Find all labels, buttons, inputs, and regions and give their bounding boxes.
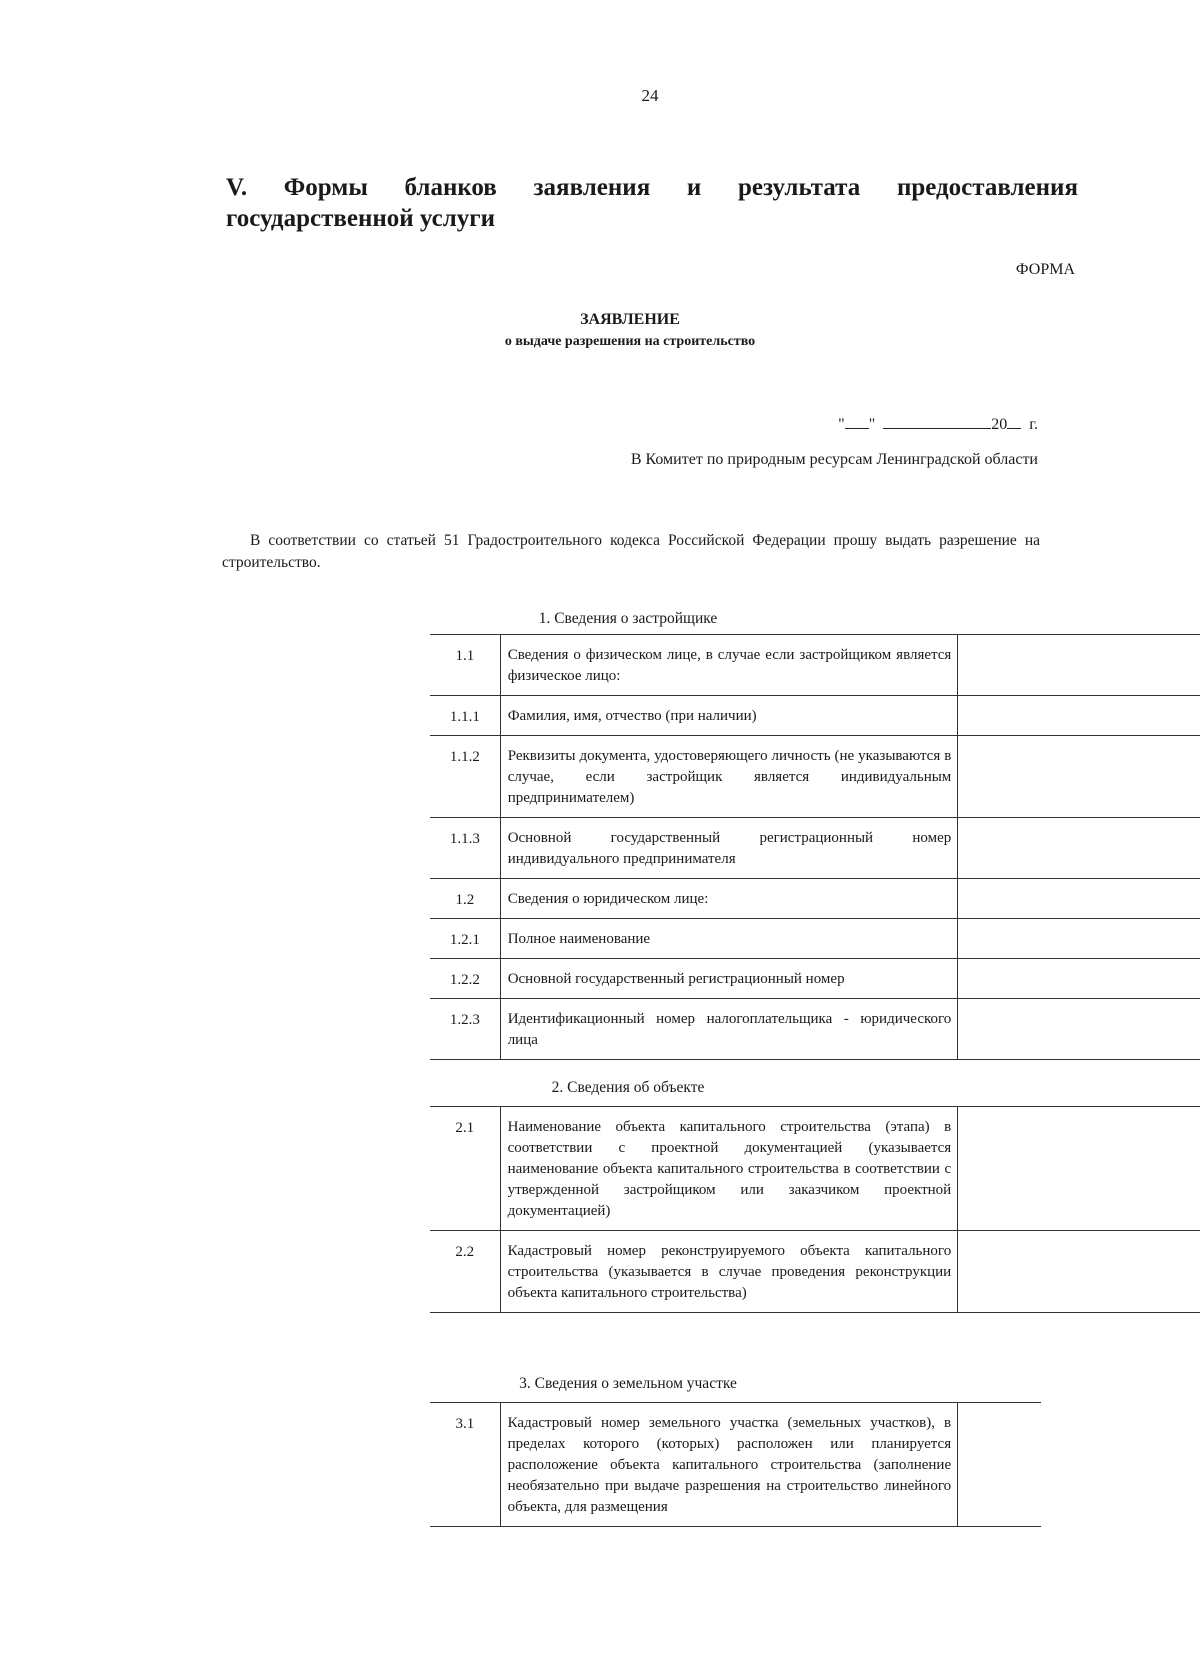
row-label: Основной государственный регистрационный номер индивидуального предпринимателя xyxy=(500,818,958,879)
row-number: 1.1 xyxy=(430,635,500,696)
section-title-word: результата xyxy=(738,174,861,201)
page-number: 24 xyxy=(641,86,659,105)
section-header: 2. Сведения об объекте xyxy=(551,1079,705,1096)
form-label: ФОРМА xyxy=(1015,261,1075,278)
document-title: ЗАЯВЛЕНИЕ xyxy=(580,311,680,328)
intro-paragraph: В соответствии со статьей 51 Градостроительного кодекса Российской Федерации прошу выдать разрешение на строительство. xyxy=(222,532,1040,571)
row-value-field[interactable] xyxy=(958,879,1200,919)
row-value-field[interactable] xyxy=(958,736,1200,818)
table-row xyxy=(430,919,1200,959)
row-label: Кадастровый номер реконструируемого объекта капитального строительства (указывается в случае проведения реконструкции объекта капитального строительства) xyxy=(500,1231,958,1313)
section-title-word: бланков xyxy=(404,174,497,201)
row-value-field[interactable] xyxy=(958,959,1200,999)
month-field[interactable] xyxy=(883,413,991,429)
row-label: Полное наименование xyxy=(500,919,958,959)
section-title-line2: государственной услуги xyxy=(226,205,496,232)
form-section-3 xyxy=(215,1402,1041,1532)
date-quote-close: " xyxy=(868,416,876,433)
row-label: Сведения о юридическом лице: xyxy=(500,879,958,919)
section-title xyxy=(226,172,1078,234)
row-label: Фамилия, имя, отчество (при наличии) xyxy=(500,696,958,736)
table-row xyxy=(430,1107,1200,1231)
form-table xyxy=(430,1402,1041,1527)
row-label: Сведения о физическом лице, в случае если застройщиком является физическое лицо: xyxy=(500,635,958,696)
row-label: Кадастровый номер земельного участка (земельных участков), в пределах которого (которых) расположен или планируется расположение объекта капитального строительства (заполнение необязательно при выдаче разрешения на строительство линейного объекта, для размещения xyxy=(500,1403,957,1527)
year-prefix: 20 xyxy=(991,416,1008,433)
row-value-field[interactable] xyxy=(958,919,1200,959)
row-number: 2.1 xyxy=(430,1107,500,1231)
row-value-field[interactable] xyxy=(958,696,1200,736)
form-table xyxy=(430,634,1200,1060)
section-title-word: и xyxy=(686,174,702,201)
document-subtitle: о выдаче разрешения на строительство xyxy=(504,334,756,349)
year-field[interactable] xyxy=(1007,413,1021,429)
table-row xyxy=(430,818,1200,879)
row-value-field[interactable] xyxy=(958,1403,1041,1527)
table-row xyxy=(430,1231,1200,1313)
table-row xyxy=(430,879,1200,919)
row-number: 1.1.1 xyxy=(430,696,500,736)
table-row xyxy=(430,696,1200,736)
section-title-word: заявления xyxy=(533,174,651,201)
row-value-field[interactable] xyxy=(958,999,1200,1060)
section-title-word: V. xyxy=(226,174,248,201)
date-line xyxy=(838,413,1038,434)
addressee: В Комитет по природным ресурсам Ленинградской области xyxy=(630,451,1038,468)
row-value-field[interactable] xyxy=(958,1231,1200,1313)
table-row xyxy=(430,1403,1041,1527)
row-label: Идентификационный номер налогоплательщика - юридического лица xyxy=(500,999,958,1060)
day-field[interactable] xyxy=(845,413,869,429)
table-row xyxy=(430,959,1200,999)
row-number: 1.1.2 xyxy=(430,736,500,818)
table-row xyxy=(430,635,1200,696)
table-row xyxy=(430,736,1200,818)
row-value-field[interactable] xyxy=(958,818,1200,879)
row-value-field[interactable] xyxy=(958,635,1200,696)
row-number: 3.1 xyxy=(430,1403,500,1527)
table-row xyxy=(430,999,1200,1060)
section-header: 1. Сведения о застройщике xyxy=(538,610,718,627)
form-table xyxy=(430,1106,1200,1313)
section-title-word: предоставления xyxy=(896,174,1078,201)
row-number: 1.2 xyxy=(430,879,500,919)
row-value-field[interactable] xyxy=(958,1107,1200,1231)
section-title-word: Формы xyxy=(283,174,368,201)
row-label: Основной государственный регистрационный номер xyxy=(500,959,958,999)
section-title-line1 xyxy=(226,172,1078,203)
year-suffix: г. xyxy=(1029,416,1038,433)
row-label: Реквизиты документа, удостоверяющего личность (не указываются в случае, если застройщик является индивидуальным предпринимателем) xyxy=(500,736,958,818)
row-label: Наименование объекта капитального строительства (этапа) в соответствии с проектной документацией (указывается наименование объекта капитального строительства в соответствии с утвержденной застройщиком или заказчиком проектной документацией) xyxy=(500,1107,958,1231)
row-number: 2.2 xyxy=(430,1231,500,1313)
row-number: 1.2.2 xyxy=(430,959,500,999)
row-number: 1.1.3 xyxy=(430,818,500,879)
row-number: 1.2.3 xyxy=(430,999,500,1060)
row-number: 1.2.1 xyxy=(430,919,500,959)
date-quote-open: " xyxy=(838,416,845,433)
section-header: 3. Сведения о земельном участке xyxy=(519,1375,737,1392)
